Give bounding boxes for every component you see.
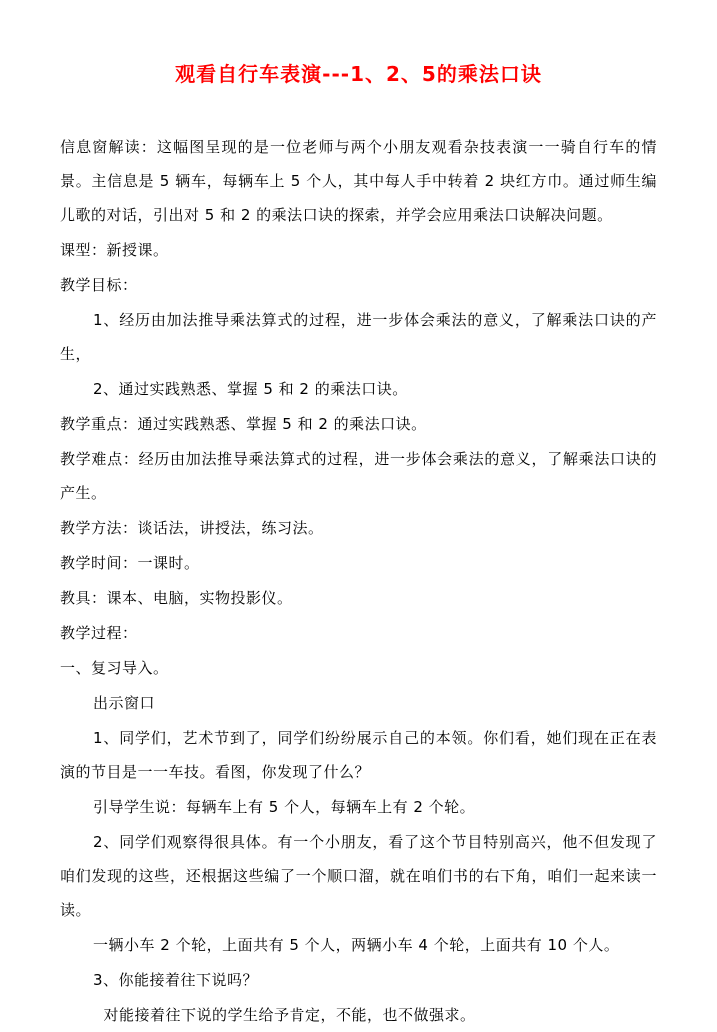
paragraph: 教学难点：经历由加法推导乘法算式的过程，进一步体会乘法的意义，了解乘法口诀的产生。 xyxy=(60,450,657,502)
paragraph: 引导学生说：每辆车上有 5 个人，每辆车上有 2 个轮。 xyxy=(93,798,476,816)
paragraph: 1、同学们，艺术节到了，同学们纷纷展示自己的本领。你们看，她们现在正在表演的节目是一一车技。看图，你发现了什么？ xyxy=(60,729,657,781)
paragraph: 教学目标： xyxy=(60,276,138,294)
paragraph: 出示窗口 xyxy=(93,694,156,712)
document-body xyxy=(60,130,657,1032)
paragraph: 对能接着往下说的学生给予肯定，不能，也不做强求。 xyxy=(103,1006,476,1024)
document-title: 观看自行车表演---1、2、5的乘法口诀 xyxy=(175,62,542,86)
paragraph: 2、通过实践熟悉、掌握 5 和 2 的乘法口诀。 xyxy=(93,380,408,398)
paragraph: 教学重点：通过实践熟悉、掌握 5 和 2 的乘法口诀。 xyxy=(60,415,427,433)
paragraph: 一辆小车 2 个轮，上面共有 5 个人，两辆小车 4 个轮，上面共有 10 个人。 xyxy=(93,936,620,954)
paragraph: 一、复习导入。 xyxy=(60,659,169,677)
paragraph: 教学方法：谈话法，讲授法，练习法。 xyxy=(60,519,324,537)
paragraph: 1、经历由加法推导乘法算式的过程，进一步体会乘法的意义，了解乘法口诀的产生， xyxy=(60,311,657,363)
paragraph: 教学时间：一课时。 xyxy=(60,554,200,572)
paragraph: 课型：新授课。 xyxy=(60,241,169,259)
paragraph: 2、同学们观察得很具体。有一个小朋友，看了这个节目特别高兴，他不但发现了咱们发现的这些，还根据这些编了一个顺口溜，就在咱们书的右下角，咱们一起来读一读。 xyxy=(60,833,657,919)
paragraph: 信息窗解读：这幅图呈现的是一位老师与两个小朋友观看杂技表演一一骑自行车的情景。主信息是 5 辆车，每辆车上 5 个人，其中每人手中转着 2 块红方巾。通过师生编儿歌的对话，引出对 5 和 2 的乘法口诀的探索，并学会应用乘法口诀解决问题。 xyxy=(60,138,657,224)
paragraph: 3、你能接着往下说吗？ xyxy=(93,971,259,989)
paragraph: 教学过程： xyxy=(60,624,138,642)
paragraph: 教具：课本、电脑，实物投影仪。 xyxy=(60,589,293,607)
